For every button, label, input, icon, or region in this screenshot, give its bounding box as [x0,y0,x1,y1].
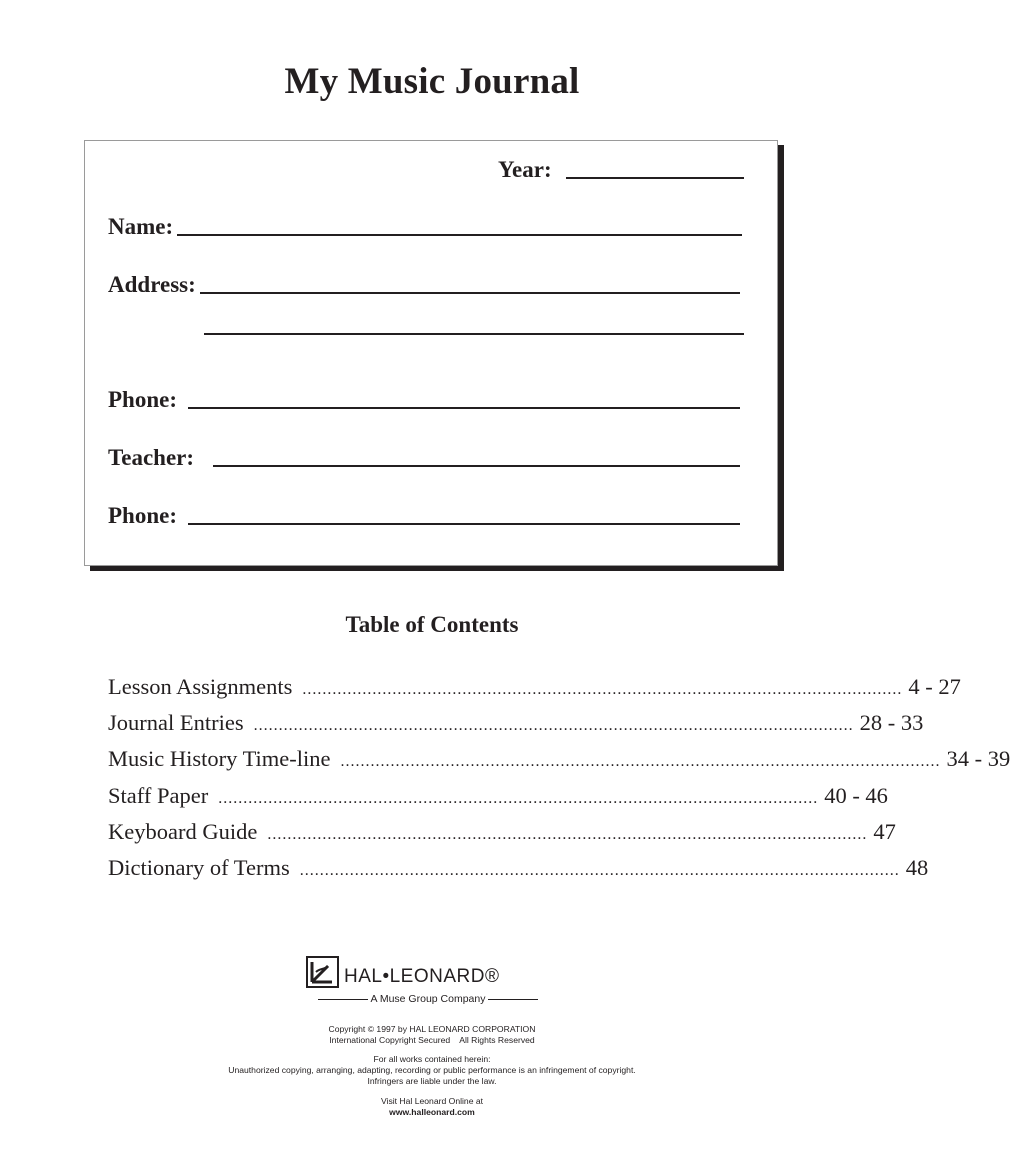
year-field[interactable] [498,157,744,183]
phone-field[interactable] [108,387,740,413]
toc-entry-label: Music History Time-line [108,746,331,772]
liability-line: Infringers are liable under the law. [367,1076,497,1086]
toc-entry-label: Lesson Assignments [108,674,293,699]
toc-heading: Table of Contents [345,612,519,637]
name-label: Name: [108,214,174,239]
toc-entry-label: Dictionary of Terms [108,854,290,880]
table-of-contents [108,674,1010,891]
teacher-field[interactable] [108,445,740,471]
toc-entry-pages: 4 - 27 [908,674,961,699]
toc-entry-pages: 47 [873,818,896,844]
address-line-1[interactable] [200,291,740,294]
website-notice [0,1096,864,1118]
address-field[interactable] [108,272,740,298]
toc-entry-label: Journal Entries [108,710,244,736]
page-title: My Music Journal [284,61,580,102]
toc-entry-pages: 48 [905,854,929,880]
toc-entry [108,710,924,746]
toc-entry-label: Keyboard Guide [108,818,258,844]
phone-line[interactable] [188,406,740,409]
name-field[interactable] [108,214,742,240]
logo-tagline-text: A Muse Group Company [370,993,486,1005]
toc-entry [108,746,1010,782]
toc-entry-pages: 34 - 39 [946,746,1010,772]
logo-tagline [306,993,550,1005]
works-intro-line: For all works contained herein: [373,1054,491,1064]
address-line-2-field[interactable] [204,330,744,333]
copyright-line: Copyright © 1997 by HAL LEONARD CORPORATION [328,1024,536,1034]
address-label: Address: [108,272,196,297]
phone-label: Phone: [108,387,177,412]
teacher-phone-label: Phone: [108,503,177,528]
toc-entry [108,854,929,891]
website-link[interactable]: www.halleonard.com [389,1107,475,1117]
toc-entry-pages: 28 - 33 [859,710,924,736]
toc-leader-dots: ........................................................................................................................ [299,861,900,879]
teacher-label: Teacher: [108,445,195,470]
legal-notice [0,1054,864,1087]
contact-form-box [84,140,778,566]
teacher-phone-field[interactable] [108,503,740,529]
toc-leader-dots: ........................................................................................................................ [218,789,819,807]
warning-line: Unauthorized copying, arranging, adapting, recording or public performance is an infringement of copyright. [228,1065,636,1075]
toc-entry [108,818,896,855]
toc-leader-dots: ........................................................................................................................ [302,681,903,698]
address-line-2[interactable] [204,332,744,335]
year-line[interactable] [566,176,744,179]
year-label: Year: [498,157,552,182]
toc-leader-dots: ........................................................................................................................ [253,717,854,735]
toc-entry [108,782,888,819]
toc-leader-dots: ........................................................................................................................ [340,753,941,771]
teacher-phone-line[interactable] [188,522,740,525]
hal-leonard-logo [306,956,560,1008]
toc-entry-label: Staff Paper [108,782,209,808]
toc-leader-dots: ........................................................................................................................ [267,825,868,843]
visit-line: Visit Hal Leonard Online at [380,1096,484,1106]
rights-line: International Copyright Secured All Rights Reserved [329,1035,535,1045]
logo-wordmark: HAL•LEONARD® [344,966,500,987]
copyright-notice [0,1024,864,1046]
name-line[interactable] [177,233,742,236]
toc-entry-pages: 40 - 46 [824,782,888,808]
teacher-line[interactable] [213,464,740,467]
hal-leonard-mark-icon [306,956,339,988]
toc-entry [108,674,961,710]
